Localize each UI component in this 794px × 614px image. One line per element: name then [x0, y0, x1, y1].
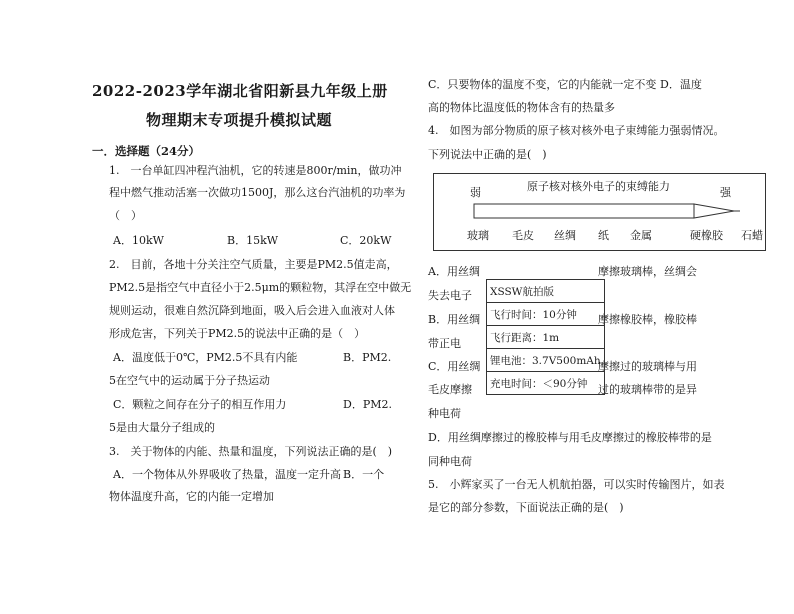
q3-option-d-part1: D．温度: [660, 78, 702, 91]
q2-option-b-part2: 5在空气中的运动属于分子热运动: [109, 374, 270, 387]
q1-line-1: 1. 一台单缸四冲程汽油机，它的转速是800r/min，做功冲: [109, 164, 402, 177]
table-row: [487, 349, 605, 372]
q5-stem-line-1: 5. 小辉家买了一台无人机航拍器，可以实时传输图片，如表: [428, 478, 725, 491]
param-charge-time: 充电时间：＜90分钟: [487, 372, 605, 395]
section-heading-multiple-choice: 一．选择题（24分）: [92, 144, 201, 158]
q2-line-1: 2. 目前，各地十分关注空气质量，主要是PM2.5值走高，: [109, 258, 398, 271]
q4-stem-line-2: 下列说法中正确的是( ): [428, 148, 547, 161]
label-strong: 强: [720, 186, 731, 199]
scale-bar: [474, 204, 694, 218]
q4-option-a-part3: 失去电子: [428, 289, 472, 302]
q4-option-d-part2: 同种电荷: [428, 455, 472, 468]
q3-option-d-part2: 高的物体比温度低的物体含有的热量多: [428, 101, 615, 114]
q3-option-b-part2: 物体温度升高，它的内能一定增加: [109, 490, 274, 503]
q1-option-b: B．15kW: [227, 234, 279, 247]
exam-title-line2: 物理期末专项提升模拟试题: [146, 111, 333, 129]
q3-option-b-part1: B．一个: [343, 468, 385, 481]
q4-stem-line-1: 4. 如图为部分物质的原子核对核外电子束缚能力强弱情况。: [428, 124, 725, 137]
exam-title-line1: 2022-2023学年湖北省阳新县九年级上册: [92, 82, 388, 100]
material-glass: 玻璃: [467, 229, 489, 242]
q1-option-a: A．10kW: [113, 234, 164, 247]
material-fur: 毛皮: [512, 229, 534, 242]
q4-option-b-part3: 带正电: [428, 337, 461, 350]
material-paraffin: 石蜡: [741, 229, 763, 242]
q4-option-c-part5: 种电荷: [428, 407, 461, 420]
q2-option-c: C．颗粒之间存在分子的相互作用力: [113, 398, 287, 411]
q3-option-c: C．只要物体的温度不变，它的内能就一定不变: [428, 78, 657, 91]
q2-line-2: PM2.5是指空气中直径小于2.5μm的颗粒物，其浮在空中做无: [109, 281, 412, 294]
q4-option-c-part4: 过的玻璃棒带的是异: [598, 383, 697, 396]
param-flight-time: 飞行时间：10分钟: [487, 303, 605, 326]
q4-option-b-part2: 摩擦橡胶棒，橡胶棒: [598, 313, 697, 326]
material-metal: 金属: [630, 229, 652, 242]
param-model: XSSW航拍版: [487, 280, 605, 303]
q2-line-4: 形成危害，下列关于PM2.5的说法中正确的是（ ）: [109, 327, 366, 340]
param-battery: 锂电池：3.7V500mAh: [487, 349, 605, 372]
q4-option-d-part1: D．用丝绸摩擦过的橡胶棒与用毛皮摩擦过的橡胶棒带的是: [428, 431, 712, 444]
table-row: [487, 303, 605, 326]
param-flight-distance: 飞行距离：1m: [487, 326, 605, 349]
q3-stem: 3. 关于物体的内能、热量和温度，下列说法正确的是( ): [109, 445, 393, 458]
q4-option-c-part3: 毛皮摩擦: [428, 383, 472, 396]
q4-option-b-part1: B．用丝绸: [428, 313, 481, 326]
q3-option-a: A．一个物体从外界吸收了热量，温度一定升高: [113, 468, 341, 481]
drone-parameter-table: [486, 279, 605, 395]
q2-option-d-part2: 5是由大量分子组成的: [109, 421, 215, 434]
q5-stem-line-2: 是它的部分参数，下面说法正确的是( ): [428, 501, 624, 514]
arrow-head-icon: [694, 204, 734, 218]
q4-option-a-part2: 摩擦玻璃棒，丝绸会: [598, 265, 697, 278]
q4-option-c-part1: C．用丝绸: [428, 360, 481, 373]
q4-option-a-part1: A．用丝绸: [428, 265, 480, 278]
q4-option-c-part2: 摩擦过的玻璃棒与用: [598, 360, 697, 373]
table-row: [487, 326, 605, 349]
table-row: [487, 280, 605, 303]
figure-caption: 原子核对核外电子的束缚能力: [527, 180, 670, 193]
q2-option-d-part1: D．PM2.: [343, 398, 392, 411]
q2-option-a: A．温度低于0℃，PM2.5不具有内能: [113, 351, 298, 364]
q1-line-2: 程中燃气推动活塞一次做功1500J，那么这台汽油机的功率为: [109, 186, 406, 199]
table-row: [487, 372, 605, 395]
material-silk: 丝绸: [554, 229, 576, 242]
material-hard-rubber: 硬橡胶: [690, 229, 723, 242]
q2-option-b-part1: B．PM2.: [343, 351, 392, 364]
material-paper: 纸: [598, 229, 609, 242]
electron-binding-figure: [433, 173, 766, 251]
q1-line-3: （ ）: [109, 209, 142, 222]
label-weak: 弱: [470, 186, 481, 199]
q2-line-3: 规则运动，很难自然沉降到地面，吸入后会进入血液对人体: [109, 304, 395, 317]
q1-option-c: C．20kW: [340, 234, 392, 247]
